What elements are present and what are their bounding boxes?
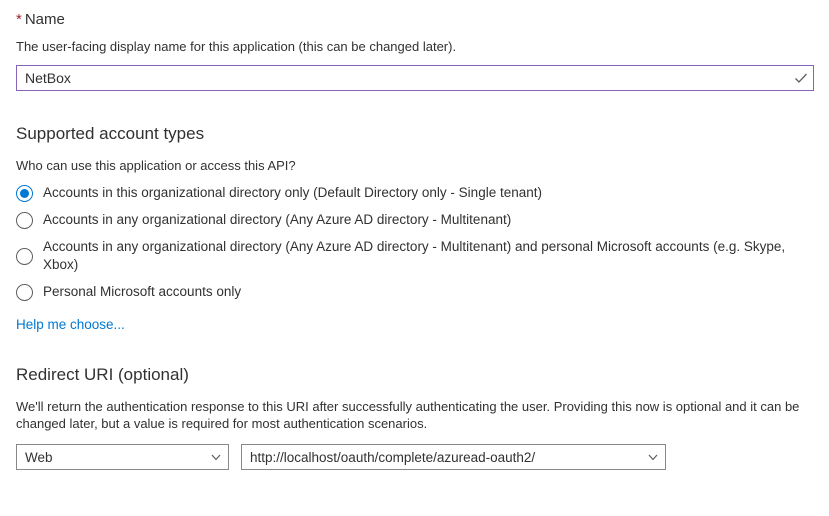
redirect-uri-input-wrapper[interactable] <box>241 444 666 470</box>
platform-select-value: Web <box>25 449 53 465</box>
radio-option-multitenant[interactable] <box>16 211 813 229</box>
radio-label: Accounts in this organizational directory only (Default Directory only - Single tenant) <box>43 185 542 200</box>
radio-label: Personal Microsoft accounts only <box>43 284 242 299</box>
name-label-text: Name <box>24 11 65 28</box>
radio-option-multitenant-and-personal[interactable] <box>16 238 813 274</box>
chevron-down-icon[interactable] <box>641 445 665 469</box>
radio-option-personal-only[interactable] <box>16 283 813 301</box>
account-types-radio-group <box>16 184 813 301</box>
radio-label: Accounts in any organizational directory (Any Azure AD directory - Multitenant) and personal Microsoft accounts (e.g. Skype, Xbox) <box>43 239 786 272</box>
redirect-uri-description: We'll return the authentication response to this URI after successfully authenticating the user. Providing this now is optional and it can be changed later, but a value is required for most authentication scenarios. <box>16 399 800 431</box>
radio-button-icon[interactable] <box>16 284 33 301</box>
name-description: The user-facing display name for this application (this can be changed later). <box>16 39 457 54</box>
name-label <box>16 10 813 30</box>
redirect-uri-section <box>16 364 813 470</box>
name-input-wrapper[interactable] <box>16 65 814 91</box>
required-asterisk: * <box>16 11 22 28</box>
radio-button-icon[interactable] <box>16 248 33 265</box>
redirect-uri-row <box>16 444 813 470</box>
supported-account-types-section <box>16 123 813 332</box>
help-me-choose-link[interactable]: Help me choose... <box>16 317 125 332</box>
radio-option-single-tenant[interactable] <box>16 184 813 202</box>
radio-button-icon[interactable] <box>16 212 33 229</box>
platform-select[interactable] <box>16 444 229 470</box>
account-types-heading: Supported account types <box>16 124 205 143</box>
redirect-uri-input[interactable] <box>242 445 641 469</box>
radio-button-icon[interactable] <box>16 185 33 202</box>
checkmark-icon <box>789 66 813 90</box>
name-section <box>16 10 813 91</box>
redirect-uri-heading: Redirect URI (optional) <box>16 365 189 384</box>
account-types-description: Who can use this application or access this API? <box>16 158 296 173</box>
name-input[interactable] <box>17 66 789 90</box>
radio-label: Accounts in any organizational directory (Any Azure AD directory - Multitenant) <box>43 212 512 227</box>
chevron-down-icon <box>210 451 222 463</box>
